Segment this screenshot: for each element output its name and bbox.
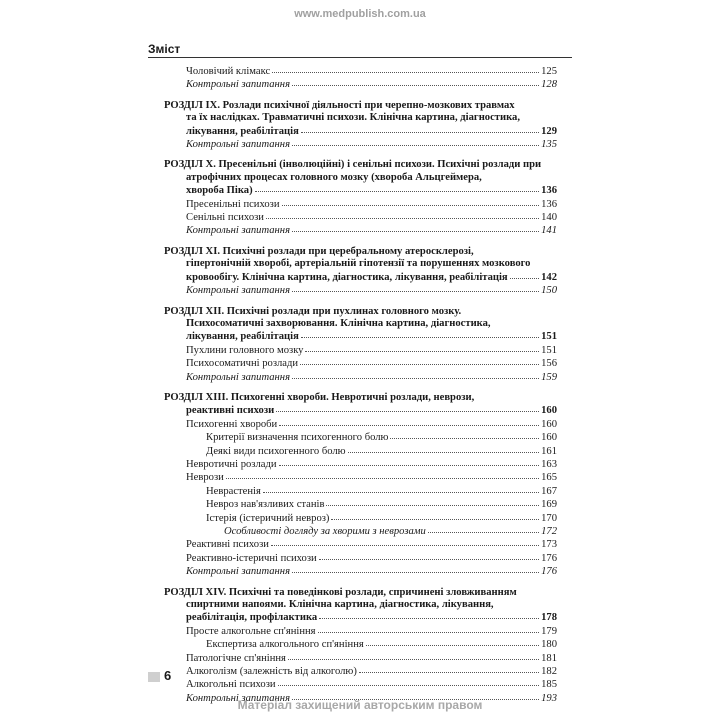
toc-entry[interactable]: Істерія (істеричний невроз) 170 — [206, 512, 557, 524]
toc-chapter-12 — [164, 306, 557, 384]
chapter-title-line: РОЗДІЛ XI. Психічні розлади при церебральному атеросклерозі, — [164, 245, 474, 257]
toc-entry[interactable]: Неврози 165 — [186, 472, 557, 484]
toc-entry-page: 125 — [541, 66, 557, 77]
page-number-marker — [148, 672, 160, 682]
toc-entry[interactable]: Реактивні психози 173 — [186, 539, 557, 551]
chapter-title-link[interactable]: хвороба Піка) 136 — [186, 185, 557, 197]
toc-entry[interactable]: Невротичні розлади 163 — [186, 458, 557, 470]
chapter-title-link[interactable]: реабілітація, профілактика 178 — [186, 612, 557, 624]
chapter-title-line: гіпертонічній хворобі, артеріальній гіпотензії та порушеннях мозкового — [186, 258, 531, 270]
toc-entry[interactable]: Експертиза алкогольного сп'яніння 180 — [206, 639, 557, 651]
table-of-contents — [164, 65, 557, 713]
toc-entry[interactable]: Пухлини головного мозку 151 — [186, 344, 557, 356]
chapter-title-link[interactable]: лікування, реабілітація 151 — [186, 331, 557, 343]
toc-entry-page: 129 — [541, 125, 557, 137]
toc-entry[interactable]: Контрольні запитання 176 — [186, 566, 557, 578]
chapter-title-line: та їх наслідках. Травматичні психози. Клінічна картина, діагностика, — [186, 112, 520, 124]
toc-entry[interactable]: Деякі види психогенного болю 161 — [206, 445, 557, 457]
toc-entry[interactable] — [164, 78, 557, 91]
toc-entry[interactable]: Контрольні запитання 193 — [186, 692, 557, 704]
toc-entry[interactable]: Алкогольні психози 185 — [186, 679, 557, 691]
chapter-title-link[interactable]: лікування, реабілітація 129 — [186, 125, 557, 137]
toc-entry[interactable]: Сенільні психози 140 — [186, 212, 557, 224]
toc-entry-title: Контрольні запитання — [186, 79, 290, 91]
toc-entry[interactable]: Контрольні запитання 135 — [186, 139, 557, 151]
toc-entry[interactable]: Контрольні запитання 141 — [186, 225, 557, 237]
chapter-title-line: РОЗДІЛ XII. Психічні розлади при пухлинах головного мозку. — [164, 305, 462, 317]
chapter-title-line: РОЗДІЛ XIV. Психічні та поведінкові розлади, спричинені зловживанням — [164, 586, 517, 598]
toc-entry[interactable]: Контрольні запитання 150 — [186, 285, 557, 297]
page-number: 6 — [164, 668, 172, 683]
chapter-title-link[interactable]: реактивні психози 160 — [186, 405, 557, 417]
toc-chapter-10 — [164, 159, 557, 237]
toc-entry[interactable] — [164, 65, 557, 78]
site-url: www.medpublish.com.ua — [294, 8, 426, 20]
toc-chapter-11 — [164, 246, 557, 298]
toc-top-entries — [164, 65, 557, 92]
toc-chapter-13 — [164, 392, 557, 579]
toc-entry[interactable]: Невроз нав'язливих станів 169 — [206, 499, 557, 511]
chapter-title-line: РОЗДІЛ IX. Розлади психічної діяльності при черепно-мозкових травмах — [164, 99, 515, 111]
toc-entry[interactable]: Патологічне сп'яніння 181 — [186, 652, 557, 664]
chapter-title-line: РОЗДІЛ XIII. Психогенні хвороби. Невротичні розлади, неврози, — [164, 391, 475, 403]
chapter-title-line: РОЗДІЛ X. Пресенільні (інволюційні) і сенільні психози. Психічні розлади при — [164, 159, 542, 171]
toc-entry[interactable]: Алкоголізм (залежність від алкоголю) 182 — [186, 666, 557, 678]
copyright-footer: Матеріал захищений авторським правом — [237, 698, 483, 712]
toc-entry[interactable]: Критерії визначення психогенного болю 160 — [206, 432, 557, 444]
toc-entry[interactable]: Особливості догляду за хворими з неврозами 172 — [224, 526, 557, 537]
toc-entry-page: 128 — [541, 79, 557, 91]
chapter-title-link[interactable]: кровообігу. Клінічна картина, діагностика, лікування, реабілітація 142 — [186, 271, 557, 283]
toc-chapter-14 — [164, 587, 557, 706]
chapter-title-line: атрофічних процесах головного мозку (хвороба Альцгеймера, — [186, 171, 482, 183]
chapter-title-line: Психосоматичні захворювання. Клінічна картина, діагностика, — [186, 317, 491, 329]
toc-entry[interactable]: Пресенільні психози 136 — [186, 198, 557, 210]
toc-entry[interactable]: Неврастенія 167 — [206, 485, 557, 497]
toc-entry[interactable]: Психосоматичні розлади 156 — [186, 358, 557, 370]
header-rule — [148, 57, 572, 58]
toc-chapter-9 — [164, 100, 557, 152]
toc-entry[interactable]: Контрольні запитання 159 — [186, 371, 557, 383]
toc-entry[interactable]: Психогенні хвороби 160 — [186, 418, 557, 430]
toc-entry[interactable]: Просте алкогольне сп'яніння 179 — [186, 625, 557, 637]
toc-entry-title: Чоловічий клімакс — [186, 66, 271, 77]
section-header: Зміст — [148, 42, 181, 56]
toc-entry[interactable]: Реактивно-істеричні психози 176 — [186, 552, 557, 564]
chapter-title-line: спиртними напоями. Клінічна картина, діагностика, лікування, — [186, 599, 494, 611]
